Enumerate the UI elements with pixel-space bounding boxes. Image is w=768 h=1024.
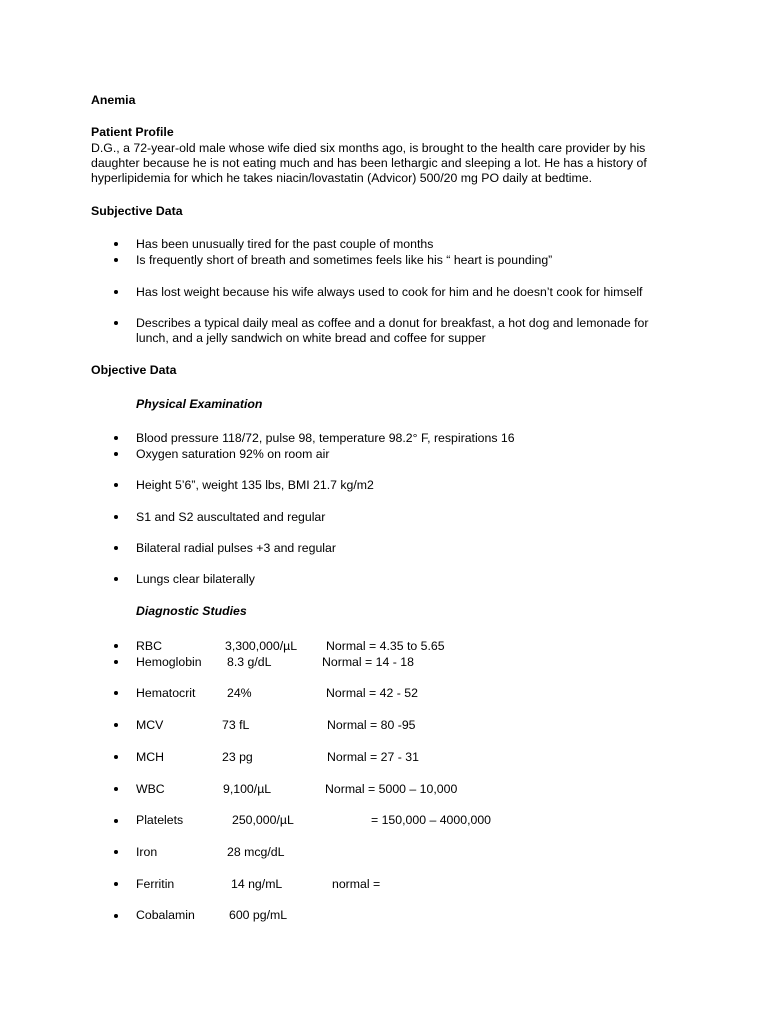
- bullet-icon: [114, 515, 118, 519]
- bullet-icon: [114, 258, 118, 262]
- profile-line: daughter because he is not eating much and has been lethargic and sleeping a lot. He has a history of: [91, 156, 647, 170]
- subjective-item: Has lost weight because his wife always used to cook for him and he doesn’t cook for himself: [136, 285, 643, 299]
- diagnostic-heading: Diagnostic Studies: [136, 604, 247, 618]
- lab-name: Hemoglobin: [136, 655, 202, 669]
- bullet-icon: [114, 290, 118, 294]
- lab-normal: = 150,000 – 4000,000: [371, 813, 492, 827]
- objective-heading: Objective Data: [91, 363, 177, 377]
- subjective-item-continuation: lunch, and a jelly sandwich on white bread and coffee for supper: [136, 331, 486, 345]
- bullet-icon: [114, 787, 118, 791]
- bullet-icon: [114, 882, 118, 886]
- lab-name: WBC: [136, 782, 165, 796]
- physical-exam-heading: Physical Examination: [136, 397, 263, 411]
- lab-value: 24%: [227, 686, 252, 700]
- lab-name: Hematocrit: [136, 686, 196, 700]
- lab-value: 14 ng/mL: [231, 877, 283, 891]
- lab-name: Ferritin: [136, 877, 175, 891]
- bullet-icon: [114, 914, 118, 918]
- bullet-icon: [114, 691, 118, 695]
- lab-normal: Normal = 42 - 52: [326, 686, 418, 700]
- bullet-icon: [114, 321, 118, 325]
- bullet-icon: [114, 850, 118, 854]
- lab-name: Iron: [136, 845, 158, 859]
- lab-name: MCV: [136, 718, 164, 732]
- profile-line: hyperlipidemia for which he takes niacin/lovastatin (Advicor) 500/20 mg PO daily at bedtime.: [91, 171, 593, 185]
- lab-value: 73 fL: [222, 718, 250, 732]
- subjective-item: Describes a typical daily meal as coffee and a donut for breakfast, a hot dog and lemonade for: [136, 316, 649, 330]
- exam-item: Oxygen saturation 92% on room air: [136, 447, 330, 461]
- lab-name: MCH: [136, 750, 165, 764]
- bullet-icon: [114, 577, 118, 581]
- exam-item: Bilateral radial pulses +3 and regular: [136, 541, 336, 555]
- patient-profile-heading: Patient Profile: [91, 125, 174, 139]
- bullet-icon: [114, 660, 118, 664]
- lab-name: Platelets: [136, 813, 184, 827]
- profile-line: D.G., a 72-year-old male whose wife died six months ago, is brought to the health care provider by his: [91, 141, 646, 155]
- exam-item: S1 and S2 auscultated and regular: [136, 510, 326, 524]
- lab-normal: Normal = 5000 – 10,000: [325, 782, 458, 796]
- lab-name: RBC: [136, 639, 162, 653]
- bullet-icon: [114, 819, 118, 823]
- lab-value: 23 pg: [222, 750, 253, 764]
- lab-value: 600 pg/mL: [229, 908, 288, 922]
- bullet-icon: [114, 546, 118, 550]
- subjective-item: Has been unusually tired for the past couple of months: [136, 237, 434, 251]
- bullet-icon: [114, 644, 118, 648]
- bullet-icon: [114, 436, 118, 440]
- bullet-icon: [114, 452, 118, 456]
- lab-value: 9,100/µL: [223, 782, 272, 796]
- lab-value: 3,300,000/µL: [225, 639, 298, 653]
- lab-normal: Normal = 27 - 31: [327, 750, 419, 764]
- exam-item: Height 5’6”, weight 135 lbs, BMI 21.7 kg/m2: [136, 478, 374, 492]
- bullet-icon: [114, 755, 118, 759]
- subjective-item: Is frequently short of breath and sometimes feels like his “ heart is pounding”: [136, 253, 553, 267]
- lab-value: 8.3 g/dL: [227, 655, 272, 669]
- subjective-heading: Subjective Data: [91, 204, 183, 218]
- lab-normal: Normal = 80 -95: [327, 718, 416, 732]
- bullet-icon: [114, 483, 118, 487]
- lab-value: 28 mcg/dL: [227, 845, 285, 859]
- bullet-icon: [114, 723, 118, 727]
- document-title: Anemia: [91, 93, 136, 107]
- lab-normal: normal =: [332, 877, 381, 891]
- lab-name: Cobalamin: [136, 908, 195, 922]
- exam-item: Lungs clear bilaterally: [136, 572, 255, 586]
- exam-item: Blood pressure 118/72, pulse 98, temperature 98.2° F, respirations 16: [136, 431, 515, 445]
- bullet-icon: [114, 242, 118, 246]
- lab-value: 250,000/µL: [232, 813, 294, 827]
- lab-normal: Normal = 4.35 to 5.65: [326, 639, 445, 653]
- lab-normal: Normal = 14 - 18: [322, 655, 414, 669]
